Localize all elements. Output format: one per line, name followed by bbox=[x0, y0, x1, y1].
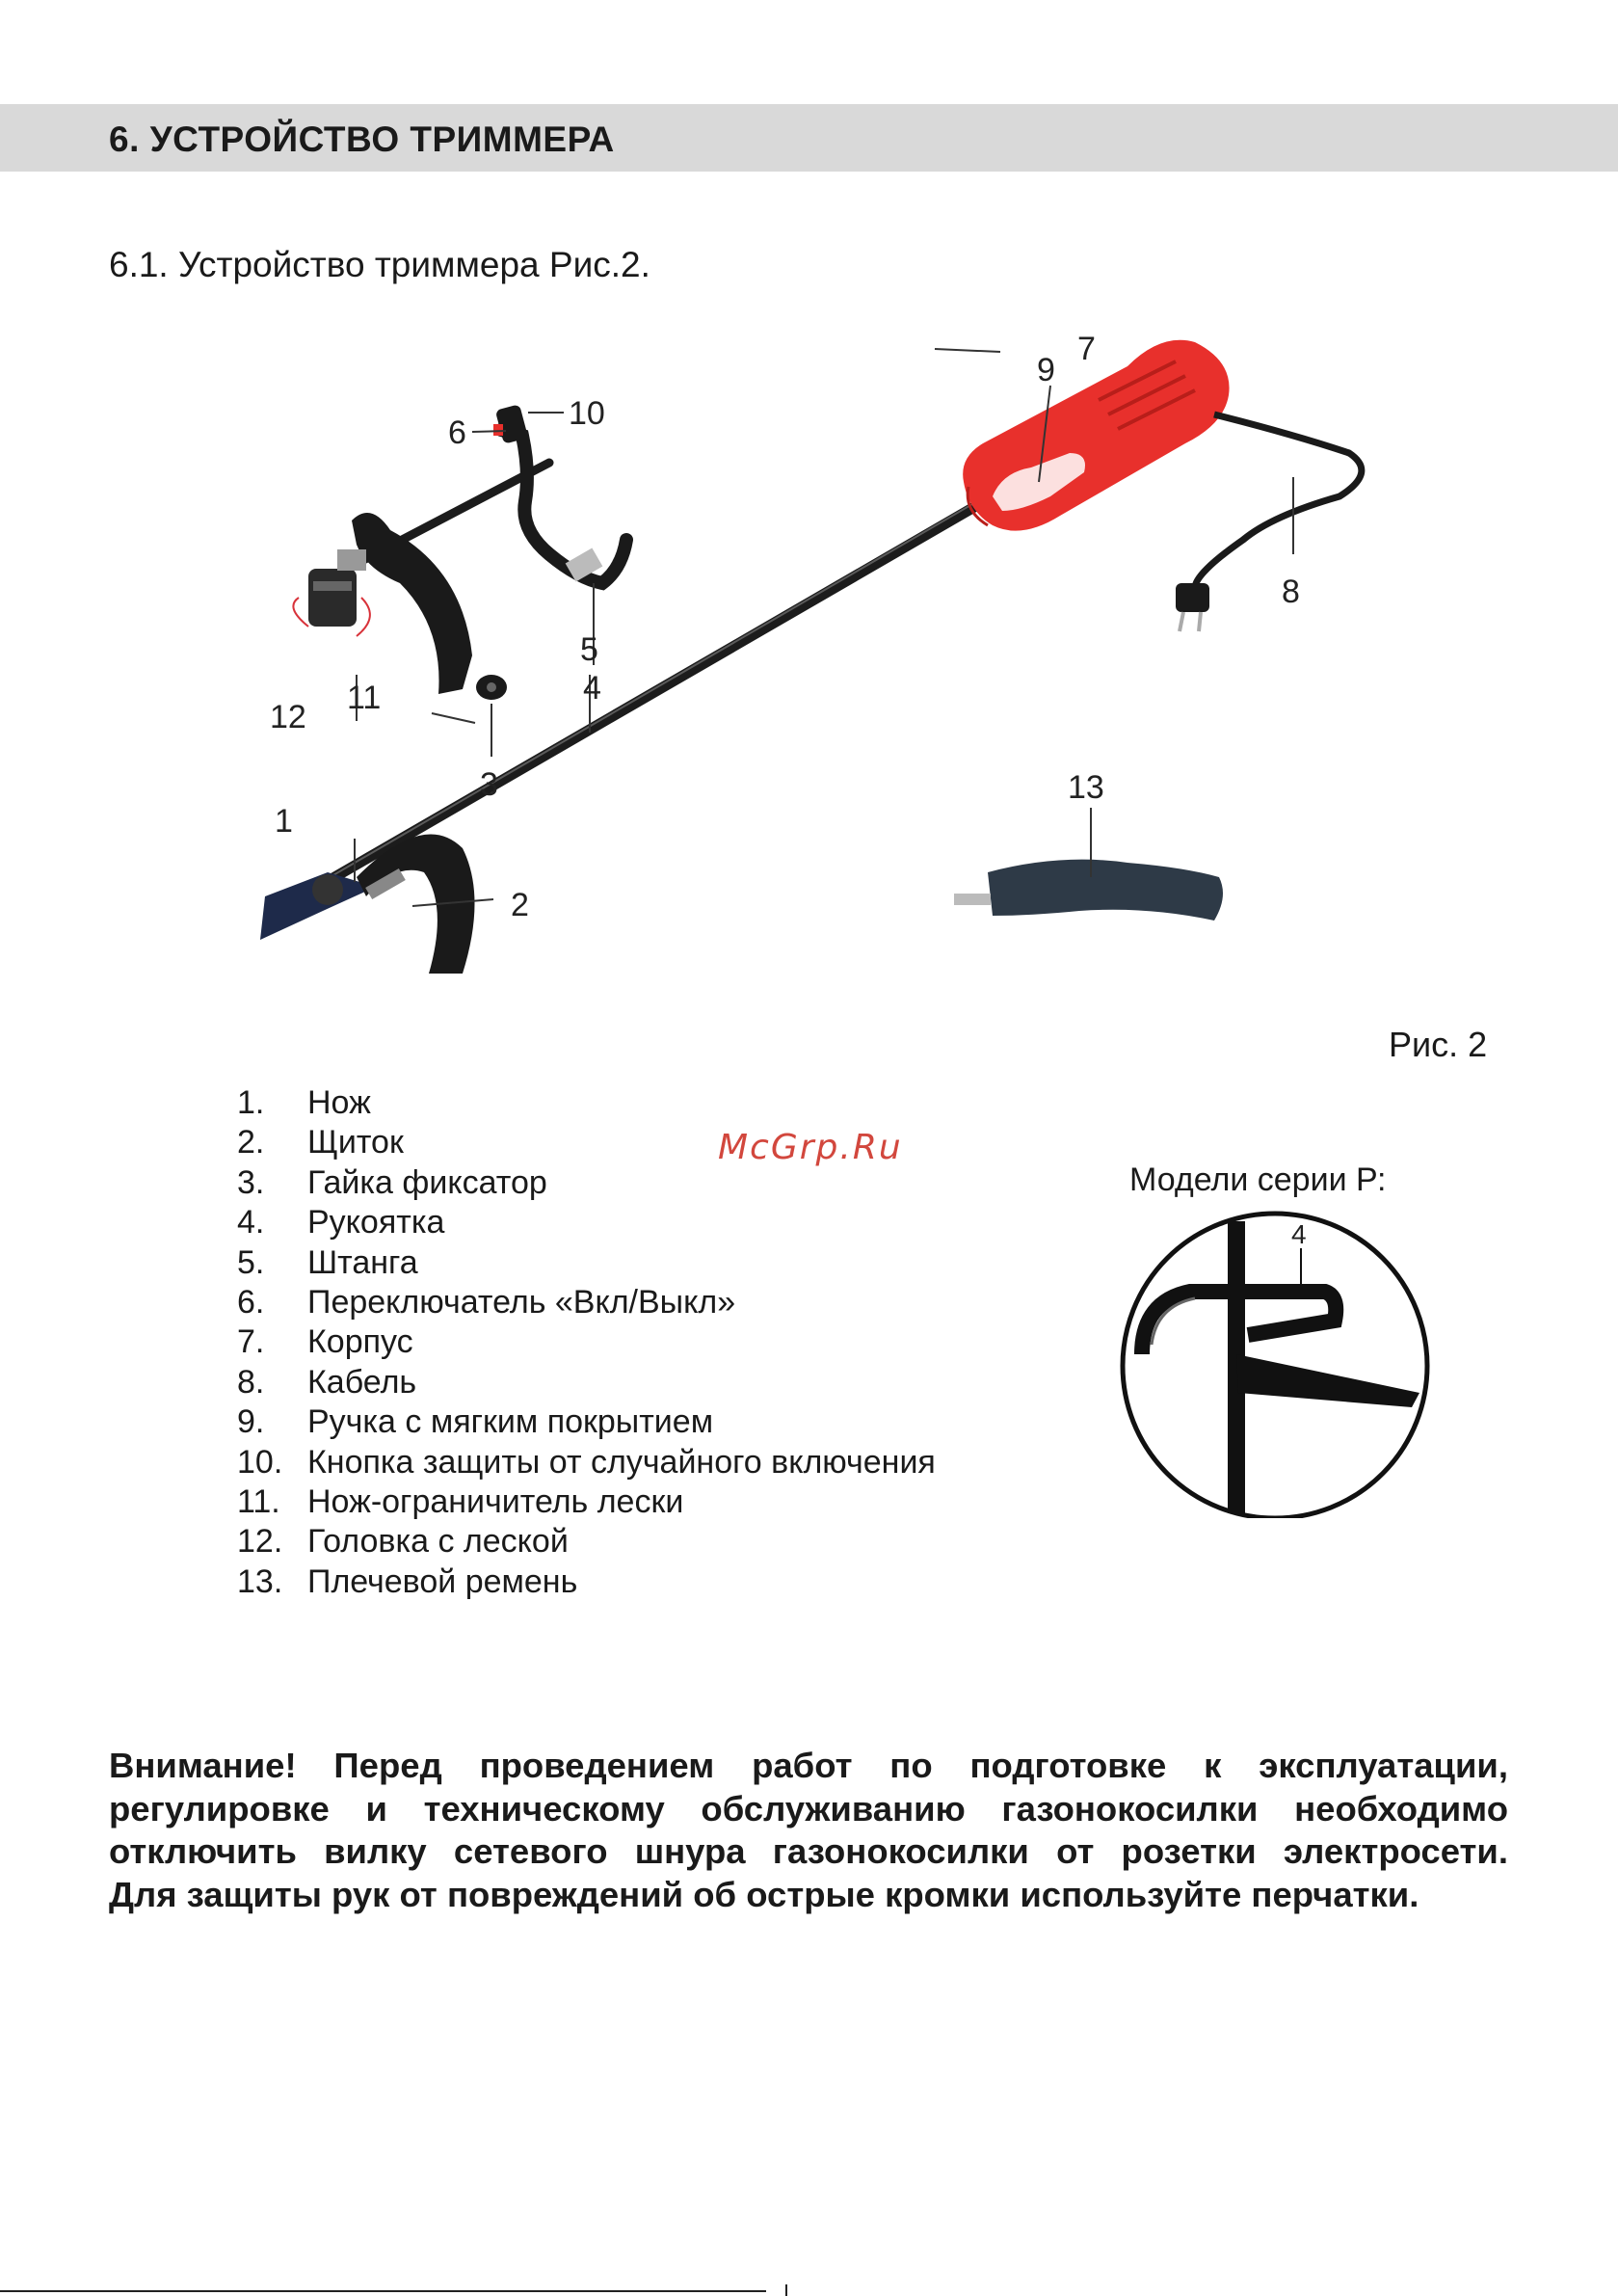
line-guard bbox=[352, 513, 472, 694]
section-title: 6. УСТРОЙСТВО ТРИММЕРА bbox=[109, 120, 615, 159]
power-plug bbox=[1176, 583, 1209, 612]
list-item: 13. Плечевой ремень bbox=[237, 1562, 578, 1600]
loop-handle bbox=[501, 430, 626, 583]
list-item: 3. Гайка фиксатор bbox=[237, 1163, 547, 1201]
footer-rule bbox=[0, 2290, 766, 2292]
callout-7: 7 bbox=[1077, 331, 1096, 367]
motor-body bbox=[963, 340, 1229, 531]
list-item: 6. Переключатель «Вкл/Выкл» bbox=[237, 1283, 736, 1321]
list-item: 1. Нож bbox=[237, 1084, 371, 1121]
callout-13: 13 bbox=[1068, 769, 1104, 806]
callout-12: 12 bbox=[270, 699, 306, 735]
callout-10: 10 bbox=[569, 395, 605, 432]
callout-3: 3 bbox=[480, 766, 498, 803]
subsection-title: 6.1. Устройство триммера Рис.2. bbox=[109, 245, 650, 284]
inset-callout-4: 4 bbox=[1291, 1219, 1307, 1249]
list-item: 11. Нож-ограничитель лески bbox=[237, 1482, 684, 1520]
list-item: 2. Щиток bbox=[237, 1124, 404, 1161]
callout-4: 4 bbox=[583, 670, 601, 707]
footer-tick bbox=[785, 2284, 787, 2296]
list-item: 5. Штанга bbox=[237, 1243, 418, 1281]
callout-6: 6 bbox=[448, 414, 466, 451]
warning-line: Внимание! Перед проведением работ по подготовке к эксплуатации, bbox=[109, 1746, 1508, 1785]
callout-9: 9 bbox=[1037, 352, 1055, 388]
trimmer-illustration bbox=[222, 308, 1407, 1002]
list-item: 4. Рукоятка bbox=[237, 1204, 445, 1241]
callout-1: 1 bbox=[275, 803, 293, 840]
list-item: 9. Ручка с мягким покрытием bbox=[237, 1403, 714, 1441]
shoulder-strap bbox=[954, 860, 1223, 921]
inset-handle-illustration bbox=[1113, 1210, 1441, 1518]
power-cable bbox=[1195, 414, 1362, 588]
callout-8: 8 bbox=[1282, 574, 1300, 610]
watermark[interactable]: McGrp.Ru bbox=[718, 1128, 903, 1167]
list-item: 7. Корпус bbox=[237, 1323, 413, 1361]
warning-line: отключить вилку сетевого шнура газонокосилки от розетки электросети. bbox=[109, 1831, 1508, 1871]
warning-line: Для защиты рук от повреждений об острые кромки используйте перчатки. bbox=[109, 1874, 1419, 1914]
warning-line: регулировке и техническому обслуживанию газонокосилки необходимо bbox=[109, 1788, 1508, 1829]
inset-caption: Модели серии Р: bbox=[1129, 1161, 1387, 1198]
callout-11: 11 bbox=[347, 680, 382, 716]
callout-2: 2 bbox=[511, 887, 529, 923]
warning-notice bbox=[109, 1745, 1508, 1916]
list-item: 8. Кабель bbox=[237, 1363, 417, 1401]
list-item: 10. Кнопка защиты от случайного включения bbox=[237, 1443, 936, 1481]
figure-caption: Рис. 2 bbox=[1389, 1025, 1488, 1064]
line-head-assembly bbox=[293, 463, 549, 694]
callout-5: 5 bbox=[580, 631, 598, 668]
list-item: 12. Головка с леской bbox=[237, 1523, 569, 1561]
